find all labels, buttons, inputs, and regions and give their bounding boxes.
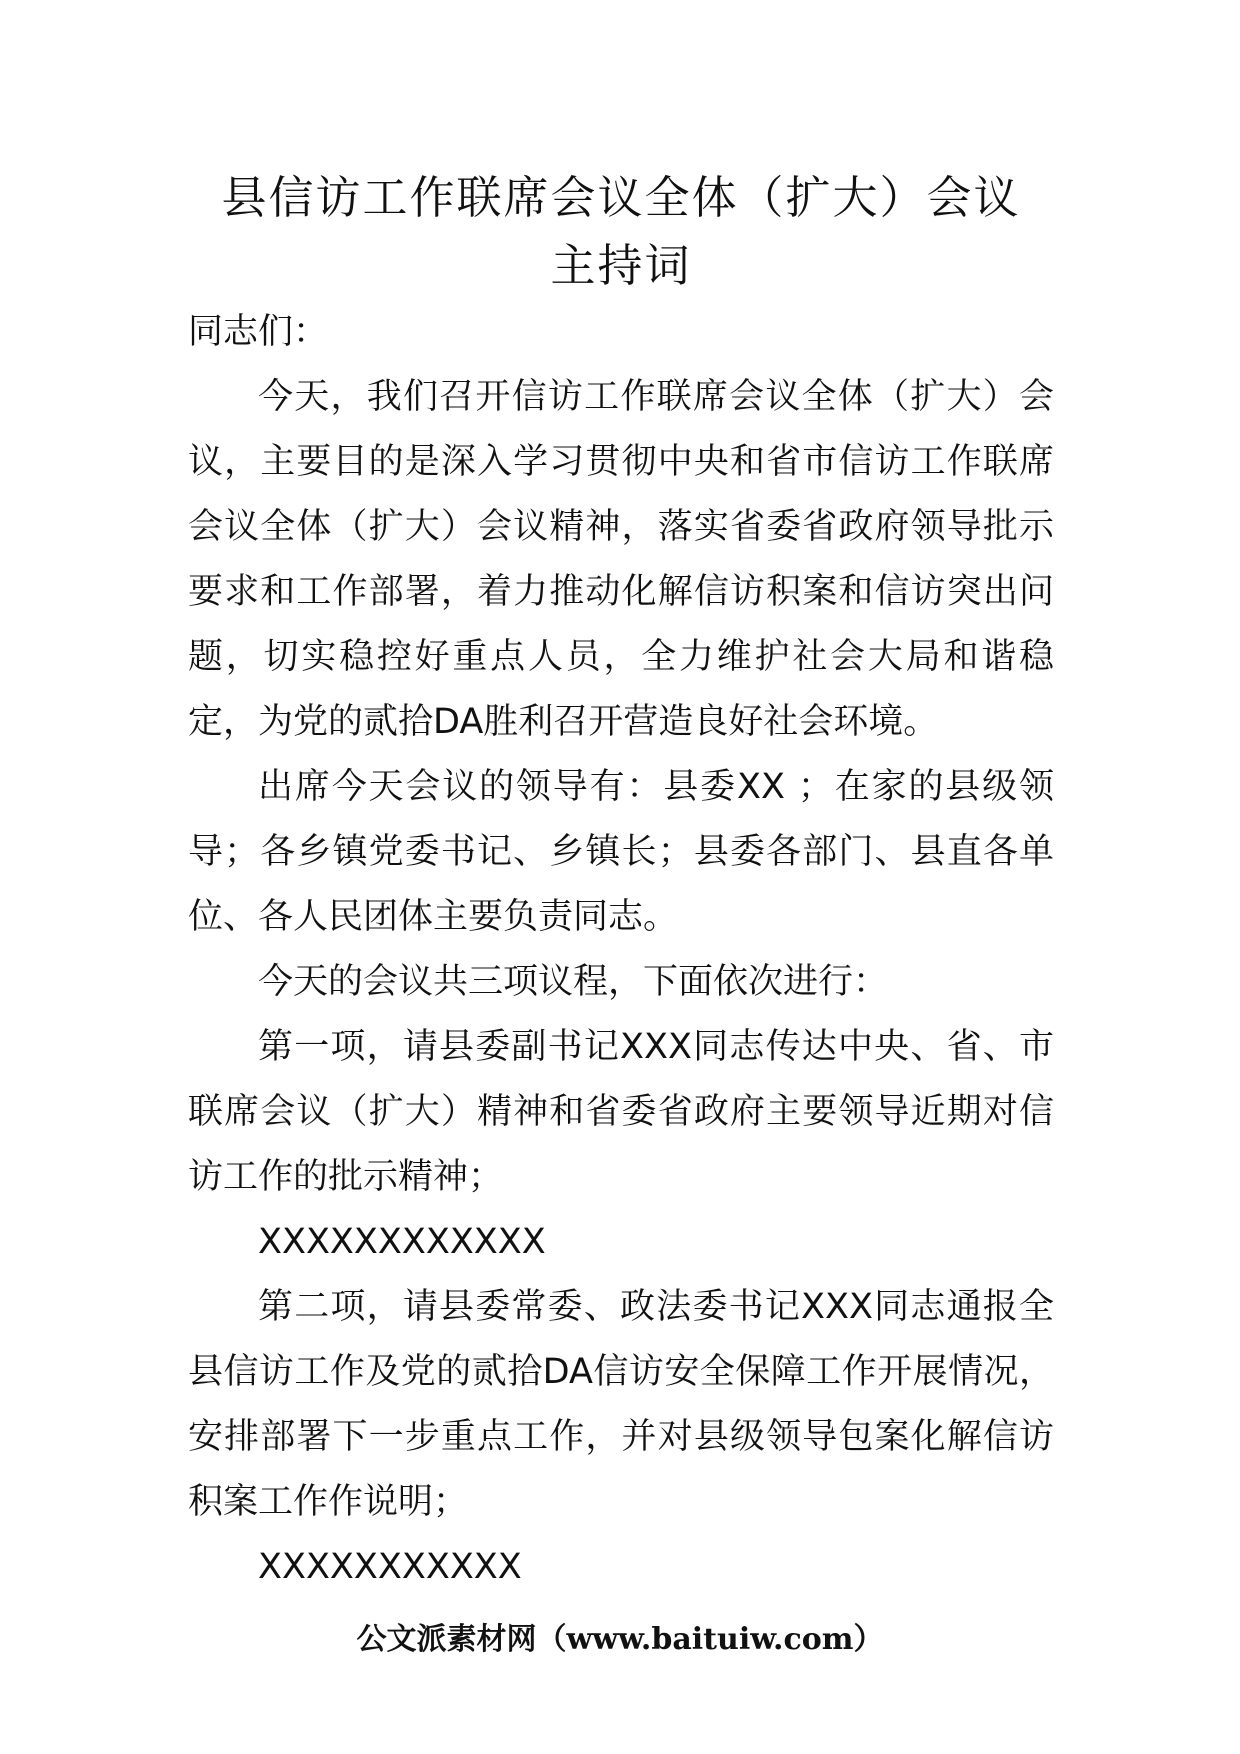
document-body [188, 300, 1054, 1600]
document-title-line-2: 主持词 [550, 239, 692, 292]
paragraph-agenda-item-1: 第一项，请县委副书记XXX同志传达中央、省、市联席会议（扩大）精神和省委省政府主要领导近期对信访工作的批示精神； [188, 1027, 1054, 1197]
placeholder-line-1: XXXXXXXXXXXX [258, 1222, 546, 1262]
paragraph-attendees: 出席今天会议的领导有：县委XX ；在家的县级领导；各乡镇党委书记、乡镇长；县委各部门、县直各单位、各人民团体主要负责同志。 [188, 767, 1054, 937]
paragraph-purpose: 今天，我们召开信访工作联席会议全体（扩大）会议，主要目的是深入学习贯彻中央和省市信访工作联席会议全体（扩大）会议精神，落实省委省政府领导批示要求和工作部署，着力推动化解信访积案和信访突出问题，切实稳控好重点人员，全力维护社会大局和谐稳定，为党的贰拾DA胜利召开营造良好社会环境。 [188, 377, 1054, 742]
paragraph-agenda-item-2: 第二项，请县委常委、政法委书记XXX同志通报全县信访工作及党的贰拾DA信访安全保障工作开展情况，安排部署下一步重点工作，并对县级领导包案化解信访积案工作作说明； [188, 1287, 1054, 1522]
paragraph-agenda-intro: 今天的会议共三项议程，下面依次进行： [258, 962, 889, 1002]
footer-watermark: 公文派素材网（www.baituiw.com） [356, 1622, 884, 1657]
placeholder-line-2: XXXXXXXXXXX [258, 1547, 522, 1587]
document-title-line-1: 县信访工作联席会议全体（扩大）会议 [221, 171, 1021, 224]
salutation: 同志们： [188, 312, 329, 352]
